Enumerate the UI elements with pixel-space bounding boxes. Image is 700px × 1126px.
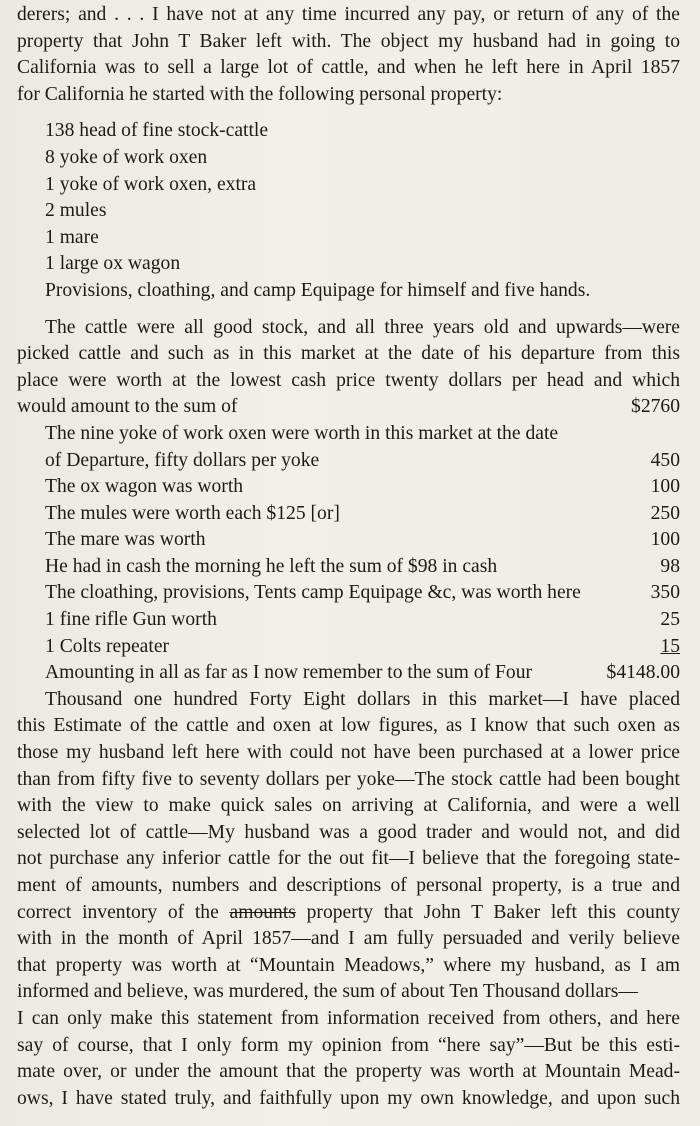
text-line: say of course, that I only form my opinion from “here say”—But be this esti-	[17, 1034, 680, 1056]
text-line: I can only make this statement from information received from others, and here	[17, 1007, 680, 1029]
row-text: He had in cash the morning he left the sum of $98 in cash	[45, 555, 498, 577]
text-line: with the view to make quick sales on arriving at California, and were a well	[17, 795, 680, 817]
row-amount: 250	[650, 502, 680, 524]
text-line: picked cattle and such as in this market at the date of his departure from this	[17, 343, 680, 365]
row-text: 1 Colts repeater	[45, 635, 170, 657]
opening-paragraph	[17, 2, 680, 108]
row-amount: $4148.00	[606, 662, 680, 684]
list-item: Provisions, cloathing, and camp Equipage for himself and five hands.	[45, 279, 591, 301]
valuation-row	[17, 527, 680, 554]
property-list	[17, 118, 680, 304]
list-item: 1 yoke of work oxen, extra	[45, 173, 257, 195]
row-amount: 15	[660, 635, 680, 657]
valuation-row	[17, 448, 680, 475]
row-text: The ox wagon was worth	[45, 476, 244, 498]
row-amount: 98	[660, 555, 680, 577]
list-item: 138 head of fine stock-cattle	[45, 120, 269, 142]
valuation-row	[17, 501, 680, 528]
row-amount: 25	[660, 609, 680, 631]
valuation-row	[17, 607, 680, 634]
list-item: 8 yoke of work oxen	[45, 146, 208, 168]
row-text: The cloathing, provisions, Tents camp Equipage &c, was worth here	[45, 582, 581, 604]
valuation-row	[17, 554, 680, 581]
row-text: The nine yoke of work oxen were worth in this market at the date	[45, 422, 559, 444]
text-line: for California he started with the following personal property:	[17, 83, 503, 105]
cattle-paragraph	[17, 315, 680, 421]
text-line: ows, I have stated truly, and faithfully upon my own knowledge, and upon such	[17, 1087, 680, 1109]
valuation-total-row	[17, 660, 680, 687]
text-line: selected lot of cattle—My husband was a good trader and would not, and did	[17, 821, 680, 843]
row-text: Amounting in all as far as I now remember to the sum of Four	[45, 662, 533, 684]
cattle-total-row	[17, 394, 680, 421]
text-line: place were worth at the lowest cash price twenty dollars per head and which	[17, 369, 680, 391]
list-item: 1 large ox wagon	[45, 253, 181, 275]
struck-word: amounts	[229, 901, 296, 923]
row-amount: $2760	[631, 396, 680, 418]
row-text: 1 fine rifle Gun worth	[45, 609, 217, 631]
row-amount: 350	[650, 582, 680, 604]
valuation-row	[17, 421, 680, 448]
struck-text-line: correct inventory of the amounts property that John T Baker left this county	[17, 901, 681, 923]
list-item: 2 mules	[45, 200, 107, 222]
text-line: informed and believe, was murdered, the sum of about Ten Thousand dollars—	[17, 981, 638, 1003]
text-line: California was to sell a large lot of cattle, and when he left here in April 1857	[17, 57, 680, 79]
row-text: of Departure, fifty dollars per yoke	[45, 449, 320, 471]
valuation-row	[17, 474, 680, 501]
text-line: ment of amounts, numbers and descriptions of personal property, is a true and	[17, 875, 680, 896]
valuation-table	[17, 421, 680, 687]
row-text: would amount to the sum of	[17, 396, 238, 418]
valuation-row	[17, 634, 680, 661]
text-line: The cattle were all good stock, and all three years old and upwards—were	[45, 316, 680, 338]
row-amount: 450	[650, 449, 680, 471]
closing-paragraph	[17, 687, 680, 1113]
text-line: those my husband left here with could not have been purchased at a lower price	[17, 742, 680, 764]
text-line: with in the month of April 1857—and I am fully persuaded and verily believe	[17, 928, 680, 950]
text-line: not purchase any inferior cattle for the out fit—I believe that the foregoing state-	[17, 848, 680, 870]
text-line: mate over, or under the amount that the property was worth at Mountain Mead-	[17, 1061, 680, 1083]
text-line: this Estimate of the cattle and oxen at low figures, as I know that such oxen as	[17, 715, 680, 737]
row-amount: 100	[650, 529, 680, 551]
row-amount: 100	[650, 476, 680, 498]
row-text: The mules were worth each $125 [or]	[45, 502, 340, 524]
text-line: that property was worth at “Mountain Meadows,” where my husband, as I am	[17, 954, 680, 976]
text-line: derers; and . . . I have not at any time incurred any pay, or return of any of the	[17, 4, 680, 25]
valuation-row	[17, 580, 680, 607]
row-text: The mare was worth	[45, 529, 206, 551]
text-line: property that John T Baker left with. The object my husband had in going to	[17, 30, 680, 52]
list-item: 1 mare	[45, 226, 99, 248]
text-line: than from fifty five to seventy dollars per yoke—The stock cattle had been bought	[17, 768, 680, 790]
text-line: Thousand one hundred Forty Eight dollars in this market—I have placed	[45, 688, 680, 710]
